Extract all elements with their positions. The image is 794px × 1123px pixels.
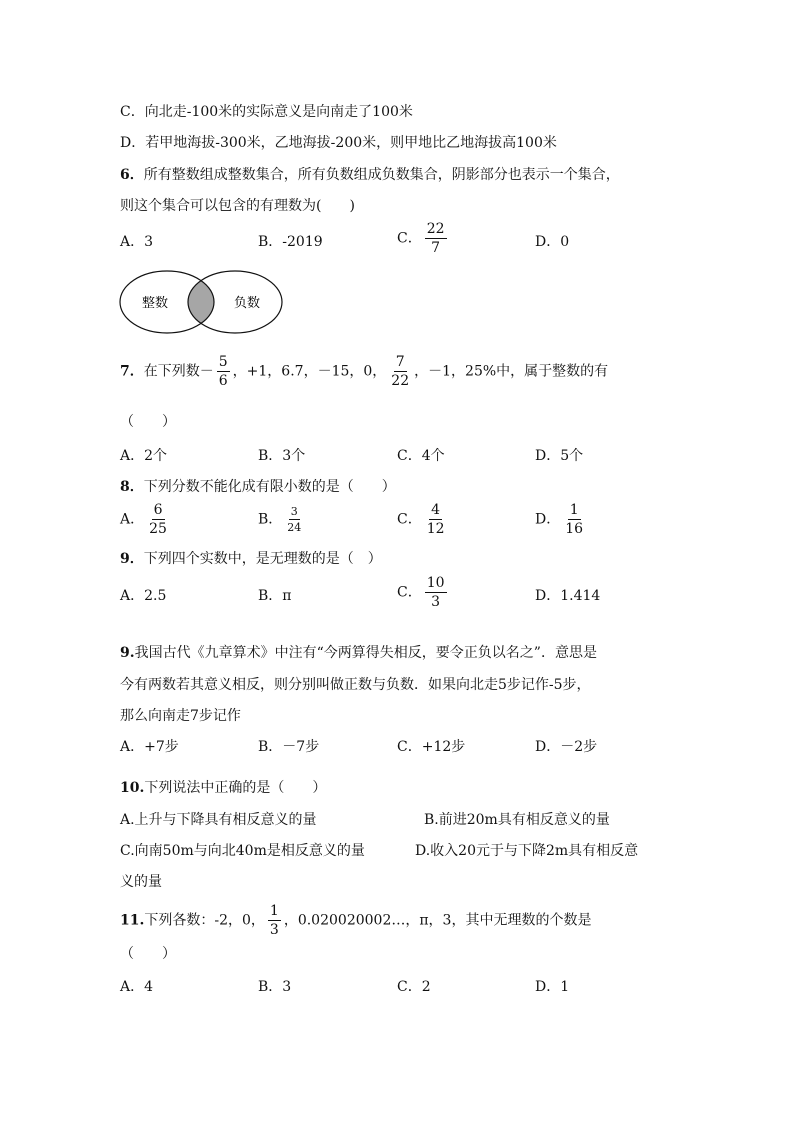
question-9a-line bbox=[120, 549, 382, 569]
question-11-option-a: A．4 bbox=[120, 979, 154, 995]
question-7-text-post: ，－1，25%中，属于整数的有 bbox=[414, 363, 609, 380]
question-7-option-a: A．2个 bbox=[120, 448, 168, 464]
option-d-prev: D．若甲地海拔-300米，乙地海拔-200米，则甲地比乙地海拔高100米 bbox=[120, 135, 557, 151]
question-7-option-b: B．3个 bbox=[258, 448, 306, 464]
question-7-paren: （ ） bbox=[120, 414, 176, 430]
question-11-number: 11. bbox=[120, 912, 145, 929]
question-6-option-a: A．3 bbox=[120, 234, 154, 250]
fraction-denominator: 12 bbox=[426, 521, 445, 537]
fraction-numerator: 4 bbox=[431, 502, 441, 518]
question-9a-number: 9． bbox=[120, 551, 144, 567]
fraction-numerator: 22 bbox=[426, 221, 445, 237]
fraction bbox=[563, 503, 585, 536]
fraction bbox=[425, 576, 447, 609]
venn-diagram bbox=[118, 268, 288, 336]
fraction-numerator: 1 bbox=[269, 903, 279, 919]
question-10-option-a: A.上升与下降具有相反意义的量 bbox=[120, 812, 317, 828]
question-9a-text: 下列四个实数中，是无理数的是（ ） bbox=[143, 551, 382, 567]
question-10-number: 10. bbox=[120, 780, 145, 796]
fraction bbox=[389, 355, 411, 388]
question-6-option-c bbox=[397, 222, 450, 255]
question-7-line-1 bbox=[120, 355, 608, 388]
question-7-option-c: C．4个 bbox=[397, 448, 445, 464]
fraction-denominator: 25 bbox=[149, 521, 167, 537]
question-9b-text: 我国古代《九章算术》中注有“今两算得失相反，要令正负以名之”．意思是 bbox=[134, 645, 597, 661]
fraction-numerator: 3 bbox=[290, 505, 298, 518]
question-11-option-d: D．1 bbox=[535, 979, 570, 995]
question-9b-line-3: 那么向南走7步记作 bbox=[120, 708, 241, 724]
question-8-number: 8． bbox=[120, 479, 144, 495]
option-label: C． bbox=[397, 511, 422, 528]
question-10-option-c: C.向南50m与向北40m是相反意义的量 bbox=[120, 843, 365, 859]
option-label: A． bbox=[120, 511, 145, 528]
question-11-paren: （ ） bbox=[120, 946, 176, 962]
question-8-option-d bbox=[535, 503, 588, 536]
fraction bbox=[425, 503, 447, 536]
question-7-text-pre: 在下列数－ bbox=[143, 363, 214, 380]
fraction-numerator: 6 bbox=[153, 502, 163, 518]
question-8-option-b bbox=[258, 506, 306, 533]
question-6-line-1 bbox=[120, 165, 620, 185]
question-10-option-b: B.前进20m具有相反意义的量 bbox=[424, 812, 610, 828]
question-11-text-pre: 下列各数：-2，0， bbox=[144, 912, 265, 929]
option-label: C． bbox=[397, 584, 422, 601]
question-9b-line-1 bbox=[120, 643, 597, 663]
question-6-option-d: D．0 bbox=[535, 234, 570, 250]
question-9a-option-a: A．2.5 bbox=[120, 588, 167, 604]
venn-right-label: 负数 bbox=[233, 296, 261, 311]
fraction bbox=[285, 506, 303, 533]
question-11-line bbox=[120, 904, 591, 937]
question-10-option-d-continued: 义的量 bbox=[120, 874, 162, 890]
question-9a-option-d: D．1.414 bbox=[535, 588, 601, 604]
fraction bbox=[268, 904, 281, 937]
fraction-numerator: 7 bbox=[395, 354, 405, 370]
fraction-denominator: 6 bbox=[218, 373, 228, 389]
option-label: C． bbox=[397, 230, 422, 247]
question-6-line-2: 则这个集合可以包含的有理数为( ) bbox=[120, 198, 355, 214]
question-8-text: 下列分数不能化成有限小数的是（ ） bbox=[143, 479, 396, 495]
question-7-text-mid: ，+1，6.7，－15，0， bbox=[232, 363, 387, 380]
fraction-denominator: 22 bbox=[391, 373, 410, 389]
fraction-numerator: 10 bbox=[426, 575, 445, 591]
question-9b-line-2: 今有两数若其意义相反，则分别叫做正数与负数．如果向北走5步记作-5步， bbox=[120, 677, 591, 693]
fraction-denominator: 24 bbox=[287, 521, 302, 534]
option-c-prev: C．向北走-100米的实际意义是向南走了100米 bbox=[120, 104, 413, 120]
fraction-numerator: 5 bbox=[218, 354, 228, 370]
fraction bbox=[425, 222, 447, 255]
question-8-option-a bbox=[120, 503, 172, 536]
question-10-line bbox=[120, 778, 326, 798]
question-6-option-b: B．-2019 bbox=[258, 234, 323, 250]
question-9b-option-c: C．+12步 bbox=[397, 739, 466, 755]
option-label: D． bbox=[535, 511, 561, 528]
question-9b-option-b: B．－7步 bbox=[258, 739, 320, 755]
question-9b-option-a: A．+7步 bbox=[120, 739, 179, 755]
question-11-option-b: B．3 bbox=[258, 979, 292, 995]
question-6-text: 所有整数组成整数集合，所有负数组成负数集合，阴影部分也表示一个集合， bbox=[143, 167, 620, 183]
fraction-denominator: 16 bbox=[565, 521, 584, 537]
question-9b-option-d: D．－2步 bbox=[535, 739, 598, 755]
fraction-denominator: 3 bbox=[431, 594, 441, 610]
fraction bbox=[147, 503, 169, 536]
question-11-text-post: ，0.020020002…，π，3，其中无理数的个数是 bbox=[283, 912, 592, 929]
question-8-line bbox=[120, 477, 396, 497]
question-11-option-c: C．2 bbox=[397, 979, 431, 995]
question-9a-option-b: B．π bbox=[258, 588, 292, 604]
question-7-option-d: D．5个 bbox=[535, 448, 584, 464]
question-6-number: 6． bbox=[120, 167, 144, 183]
fraction-numerator: 1 bbox=[569, 502, 579, 518]
question-10-text: 下列说法中正确的是（ ） bbox=[144, 780, 327, 796]
venn-left-label: 整数 bbox=[141, 296, 169, 311]
question-10-option-d: D.收入20元于与下降2m具有相反意 bbox=[415, 843, 639, 859]
option-label: B． bbox=[258, 511, 283, 528]
fraction bbox=[217, 355, 230, 388]
question-7-number: 7． bbox=[120, 363, 144, 380]
question-9b-number: 9. bbox=[120, 645, 135, 661]
fraction-denominator: 7 bbox=[431, 240, 441, 256]
fraction-denominator: 3 bbox=[269, 922, 279, 938]
question-8-option-c bbox=[397, 503, 450, 536]
question-9a-option-c bbox=[397, 576, 450, 609]
